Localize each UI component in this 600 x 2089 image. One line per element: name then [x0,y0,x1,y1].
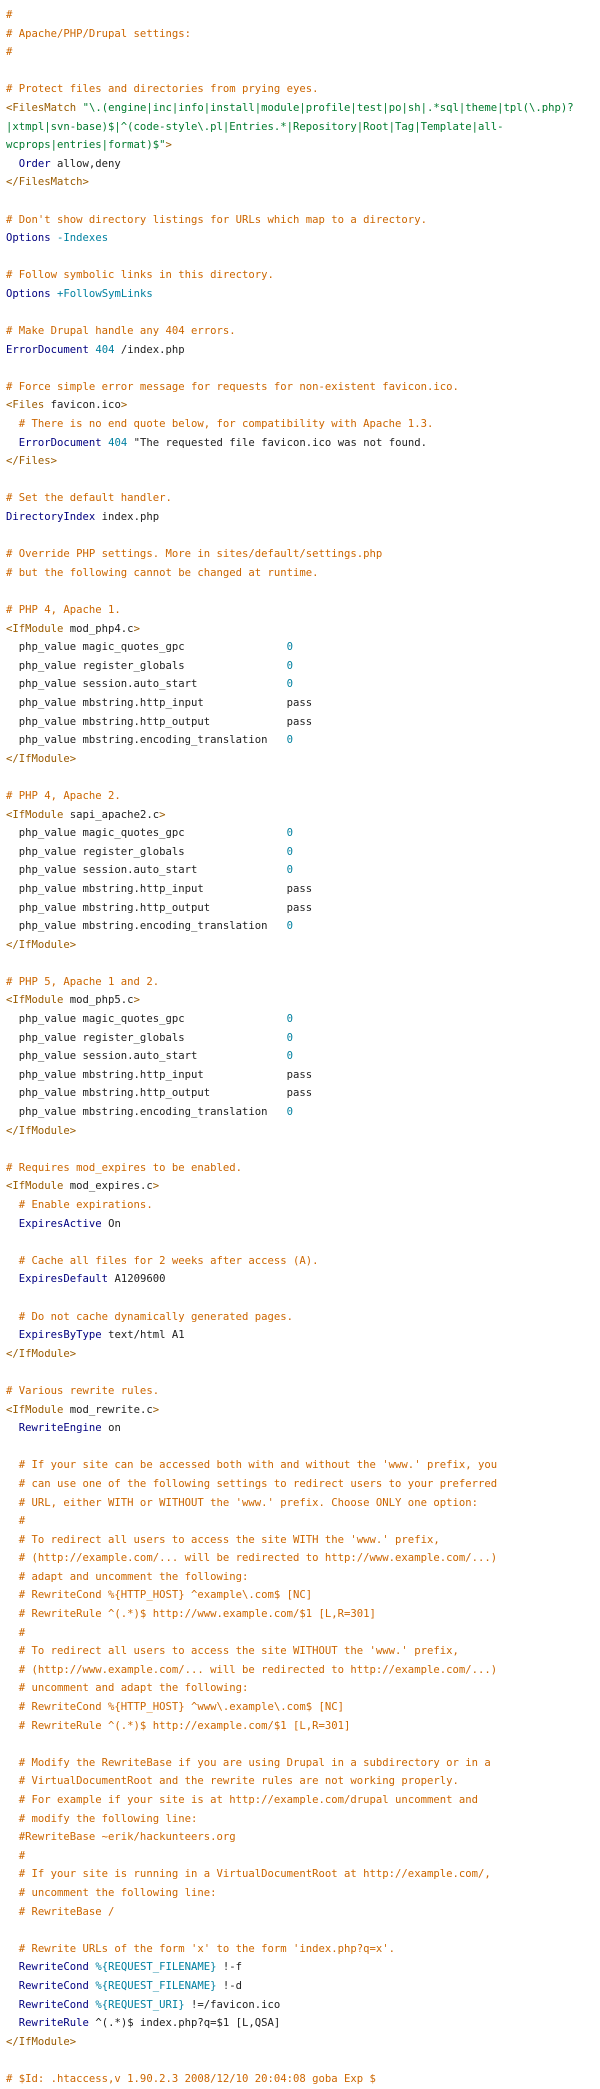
code-token: <IfModule [6,1180,64,1193]
code-line [6,787,600,806]
code-token: !=/favicon.ico [184,1998,281,2011]
code-token: 404 [108,436,128,449]
code-token [6,1980,19,1992]
code-token: "The requested file favicon.ico was not found. [127,436,427,449]
code-token: <IfModule [6,808,64,821]
code-line [6,471,600,490]
code-line [6,675,600,694]
code-token: php_value register_globals [6,845,287,858]
code-token: php_value mbstring.http_output pass [6,901,313,914]
code-token: # Modify the RewriteBase if you are using Drupal in a subdirectory or in a [6,1756,491,1769]
code-token: # To redirect all users to access the site WITH the 'www.' prefix, [6,1533,440,1546]
code-line [6,25,600,44]
code-token: !-d [216,1979,243,1992]
code-line [6,1642,600,1661]
code-token: # There is no end quote below, for compatibility with Apache 1.3. [6,418,434,431]
code-line [6,192,600,211]
code-line [6,861,600,880]
code-token: # If your site is running in a VirtualDocumentRoot at http://example.com/, [6,1868,491,1881]
code-token [6,437,19,449]
code-line [6,2014,600,2033]
code-line [6,601,600,620]
code-token: 0 [286,920,294,933]
code-token: php_value register_globals [6,1031,287,1044]
code-token: # For example if your site is at http://example.com/drupal uncomment and [6,1794,478,1806]
code-line [6,415,600,434]
code-token: 0 [286,845,294,858]
code-line [6,917,600,936]
code-token: > [152,1180,160,1193]
code-token: <IfModule [6,622,64,635]
code-token: !-f [216,1961,243,1974]
code-token: mod_php5.c [63,994,134,1007]
code-line [6,1772,600,1791]
code-line [6,155,600,174]
code-token: # Follow symbolic links in this directory. [6,269,274,282]
code-line [6,1977,600,1996]
code-token: # Make Drupal handle any 404 errors. [6,325,236,338]
code-line [6,1326,600,1345]
code-token: on [101,1422,121,1435]
code-line [6,1270,600,1289]
code-token: "\.(engine|inc|info|install|module|profile|test|po|sh|.*sql|theme|tpl(\.php)? [82,101,574,114]
code-line [6,2033,600,2052]
code-token: php_value session.auto_start [6,678,287,691]
code-token: php_value mbstring.http_output pass [6,715,313,728]
code-token: ^(.*)$ index.php?q=$1 [L,QSA] [88,2017,281,2030]
code-line [6,2070,600,2089]
code-token [6,1999,19,2011]
code-token: <IfModule [6,994,64,1007]
code-token [6,2017,19,2029]
code-token: # uncomment the following line: [6,1886,217,1899]
code-line [6,768,600,787]
code-token: # Do not cache dynamically generated pages. [6,1310,294,1323]
code-token: # PHP 5, Apache 1 and 2. [6,975,160,988]
code-line [6,1456,600,1475]
code-line [6,1791,600,1810]
code-token: ExpiresActive [18,1217,102,1230]
code-token: # Rewrite URLs of the form 'x' to the form 'index.php?q=x'. [6,1942,396,1955]
code-line [6,1847,600,1866]
code-line [6,1233,600,1252]
code-token: Options [6,232,51,245]
code-token: 0 [286,1031,294,1044]
code-token: # Don't show directory listings for URLs which map to a directory. [6,213,427,226]
code-token [6,1273,19,1285]
code-token: # [6,1626,26,1639]
code-line [6,1940,600,1959]
code-line [6,1661,600,1680]
code-token: RewriteEngine [18,1422,102,1435]
code-line [6,396,600,415]
code-token: wcprops|entries|format)$" [6,139,166,152]
code-token: <IfModule [6,1403,64,1416]
code-line [6,973,600,992]
code-token: Options [6,287,51,300]
code-line [6,1103,600,1122]
code-token: # [6,46,13,59]
code-token: </IfModule> [6,938,77,951]
code-line [6,1252,600,1271]
code-token: RewriteCond [18,1979,89,1992]
code-token: ExpiresByType [18,1329,102,1342]
code-token: 0 [286,641,294,654]
code-line [6,824,600,843]
code-token: php_value register_globals [6,659,287,672]
code-token: php_value mbstring.encoding_translation [6,734,287,747]
code-token: /index.php [114,343,185,356]
code-token: text/html A1 [101,1329,185,1342]
code-token: %{REQUEST_FILENAME} [95,1979,217,1992]
code-line [6,285,600,304]
code-line [6,899,600,918]
code-line [6,1215,600,1234]
code-line [6,1047,600,1066]
code-token: # RewriteRule ^(.*)$ http://example.com/$1 [L,R=301] [6,1719,351,1732]
code-token: 0 [286,827,294,840]
code-line [6,1122,600,1141]
code-token: > [165,139,172,152]
code-line [6,1531,600,1550]
code-line [6,266,600,285]
code-line [6,1010,600,1029]
code-line [6,1698,600,1717]
code-token: RewriteCond [18,1961,89,1974]
code-token: |xtmpl|svn-base)$|^(code-style\.pl|Entries.*|Repository|Root|Tag|Template|all- [6,120,504,133]
code-token: php_value mbstring.http_input pass [6,696,313,709]
code-token: php_value mbstring.http_input pass [6,882,313,895]
code-token: sapi_apache2.c [63,808,160,821]
code-token: # Requires mod_expires to be enabled. [6,1161,242,1174]
code-line [6,1289,600,1308]
code-token: # Override PHP settings. More in sites/default/settings.php [6,548,383,561]
code-token: # Set the default handler. [6,492,172,505]
code-line [6,434,600,453]
code-token: # Cache all files for 2 weeks after access (A). [6,1254,319,1267]
code-token: index.php [95,511,160,524]
code-line [6,1475,600,1494]
code-token: # URL, either WITH or WITHOUT the 'www.' prefix. Choose ONLY one option: [6,1496,478,1509]
code-line [6,1828,600,1847]
code-line [6,62,600,81]
code-token: # RewriteCond %{HTTP_HOST} ^www\.example\.com$ [NC] [6,1701,345,1714]
code-line [6,1717,600,1736]
code-token: # Force simple error message for requests for non-existent favicon.ico. [6,380,459,393]
code-token: php_value mbstring.encoding_translation [6,920,287,933]
code-token: # Protect files and directories from prying eyes. [6,83,319,96]
code-line [6,1512,600,1531]
code-line [6,1419,600,1438]
code-line [6,452,600,471]
code-token: php_value mbstring.http_output pass [6,1087,313,1100]
code-token: DirectoryIndex [6,511,96,524]
code-line [6,545,600,564]
code-line [6,1549,600,1568]
code-line [6,80,600,99]
code-line [6,1754,600,1773]
code-token: ErrorDocument [18,436,102,449]
code-token: #RewriteBase ~erik/hackunteers.org [6,1831,236,1844]
code-token: # PHP 4, Apache 2. [6,789,121,802]
code-line [6,1159,600,1178]
code-line [6,1084,600,1103]
code-line [6,1735,600,1754]
code-token [6,1329,19,1341]
code-line [6,1177,600,1196]
code-line [6,43,600,62]
code-token: php_value session.auto_start [6,864,287,877]
code-token: mod_expires.c [63,1180,153,1193]
code-token: 0 [286,659,294,672]
code-token: php_value magic_quotes_gpc [6,1013,287,1026]
code-token: 0 [286,1106,294,1119]
code-line [6,508,600,527]
code-line [6,582,600,601]
code-line [6,1196,600,1215]
code-line [6,359,600,378]
code-token: > [159,808,166,821]
code-token: 0 [286,1050,294,1063]
code-line [6,713,600,732]
code-line [6,954,600,973]
code-token: </IfModule> [6,2035,77,2048]
code-token: </IfModule> [6,752,77,765]
code-line [6,322,600,341]
code-token: favicon.ico [44,399,121,412]
code-line [6,211,600,230]
code-line [6,1810,600,1829]
code-token: # (http://www.example.com/... will be redirected to http://example.com/...) [6,1663,498,1676]
code-token: # (http://example.com/... will be redirected to http://www.example.com/...) [6,1552,498,1565]
code-token: > [120,399,128,412]
code-line [6,378,600,397]
code-token: %{REQUEST_URI} [95,1998,185,2011]
code-line [6,6,600,25]
code-line [6,750,600,769]
code-token: allow,deny [50,157,121,170]
code-line [6,1308,600,1327]
code-token: %{REQUEST_FILENAME} [95,1961,217,1974]
code-token: </FilesMatch> [6,176,89,189]
code-line [6,2051,600,2070]
code-token: # If your site can be accessed both with and without the 'www.' prefix, you [6,1459,498,1472]
code-token: # RewriteRule ^(.*)$ http://www.example.com/$1 [L,R=301] [6,1608,376,1621]
code-token [6,158,19,170]
code-token: # RewriteBase / [6,1905,115,1918]
code-token: 404 [95,343,115,356]
code-line [6,341,600,360]
code-token: php_value mbstring.http_input pass [6,1068,313,1081]
code-line [6,136,600,155]
code-token: > [152,1403,160,1416]
code-line [6,1438,600,1457]
code-line [6,1884,600,1903]
code-line [6,1903,600,1922]
code-token: # To redirect all users to access the site WITHOUT the 'www.' prefix, [6,1645,459,1658]
code-token: A1209600 [108,1273,166,1286]
code-line [6,1140,600,1159]
code-line [6,936,600,955]
code-line [6,304,600,323]
code-token: php_value magic_quotes_gpc [6,641,287,654]
code-token: # but the following cannot be changed at runtime. [6,566,319,579]
code-token: # Various rewrite rules. [6,1384,160,1397]
code-token [6,1961,19,1973]
code-token: mod_rewrite.c [63,1403,153,1416]
code-line [6,880,600,899]
code-token: RewriteCond [18,1998,89,2011]
code-token: ExpiresDefault [18,1273,109,1286]
code-token: +FollowSymLinks [57,287,153,300]
code-line [6,489,600,508]
code-line [6,99,600,118]
code-token: 0 [286,1013,294,1026]
code-line [6,229,600,248]
code-line [6,1568,600,1587]
code-line [6,1865,600,1884]
code-token [6,1422,19,1434]
code-line [6,731,600,750]
code-token: </IfModule> [6,1347,77,1360]
code-token: -Indexes [57,232,109,245]
code-line [6,1921,600,1940]
code-token: Order [18,157,51,170]
code-token: # Enable expirations. [6,1199,153,1211]
code-line [6,806,600,825]
code-line [6,527,600,546]
code-line [6,1624,600,1643]
code-token: 0 [286,734,294,747]
code-token: # [6,1849,26,1862]
code-token [6,1218,19,1230]
code-line [6,173,600,192]
code-line [6,1363,600,1382]
code-line [6,620,600,639]
code-token: # [6,1515,26,1528]
code-line [6,657,600,676]
code-line [6,1401,600,1420]
code-token: 0 [286,864,294,877]
code-line [6,843,600,862]
code-token: php_value mbstring.encoding_translation [6,1106,287,1119]
code-token: On [101,1217,121,1230]
code-line [6,638,600,657]
code-token: # Apache/PHP/Drupal settings: [6,27,191,40]
code-token: # RewriteCond %{HTTP_HOST} ^example\.com$ [NC] [6,1589,313,1602]
code-line [6,1586,600,1605]
code-line [6,1066,600,1085]
code-line [6,694,600,713]
code-line [6,1029,600,1048]
code-token: ErrorDocument [6,343,89,356]
code-line [6,1605,600,1624]
code-line [6,118,600,137]
code-token: # can use one of the following settings to redirect users to your preferred [6,1477,498,1490]
code-token: <Files [6,399,45,412]
code-token: # VirtualDocumentRoot and the rewrite rules are not working properly. [6,1775,459,1788]
code-token: php_value magic_quotes_gpc [6,827,287,840]
code-line [6,1382,600,1401]
code-token: RewriteRule [18,2017,89,2030]
code-line [6,1679,600,1698]
code-line [6,1996,600,2015]
code-line [6,564,600,583]
code-token: <FilesMatch [6,101,77,114]
code-token: # modify the following line: [6,1812,198,1825]
code-line [6,1494,600,1513]
code-token: php_value session.auto_start [6,1050,287,1063]
code-token: # adapt and uncomment the following: [6,1570,249,1583]
code-token: # PHP 4, Apache 1. [6,604,121,616]
code-token: # [6,9,13,21]
code-token: # $Id: .htaccess,v 1.90.2.3 2008/12/10 20:04:08 goba Exp $ [6,2072,376,2085]
code-line [6,248,600,267]
code-token: </Files> [6,455,58,468]
code-token: # uncomment and adapt the following: [6,1682,249,1695]
code-token: mod_php4.c [63,622,134,635]
code-token: > [133,994,140,1007]
code-line [6,991,600,1010]
code-token: > [133,622,140,635]
code-line [6,1958,600,1977]
code-token: 0 [286,678,294,691]
code-token: </IfModule> [6,1124,77,1137]
code-line [6,1345,600,1364]
